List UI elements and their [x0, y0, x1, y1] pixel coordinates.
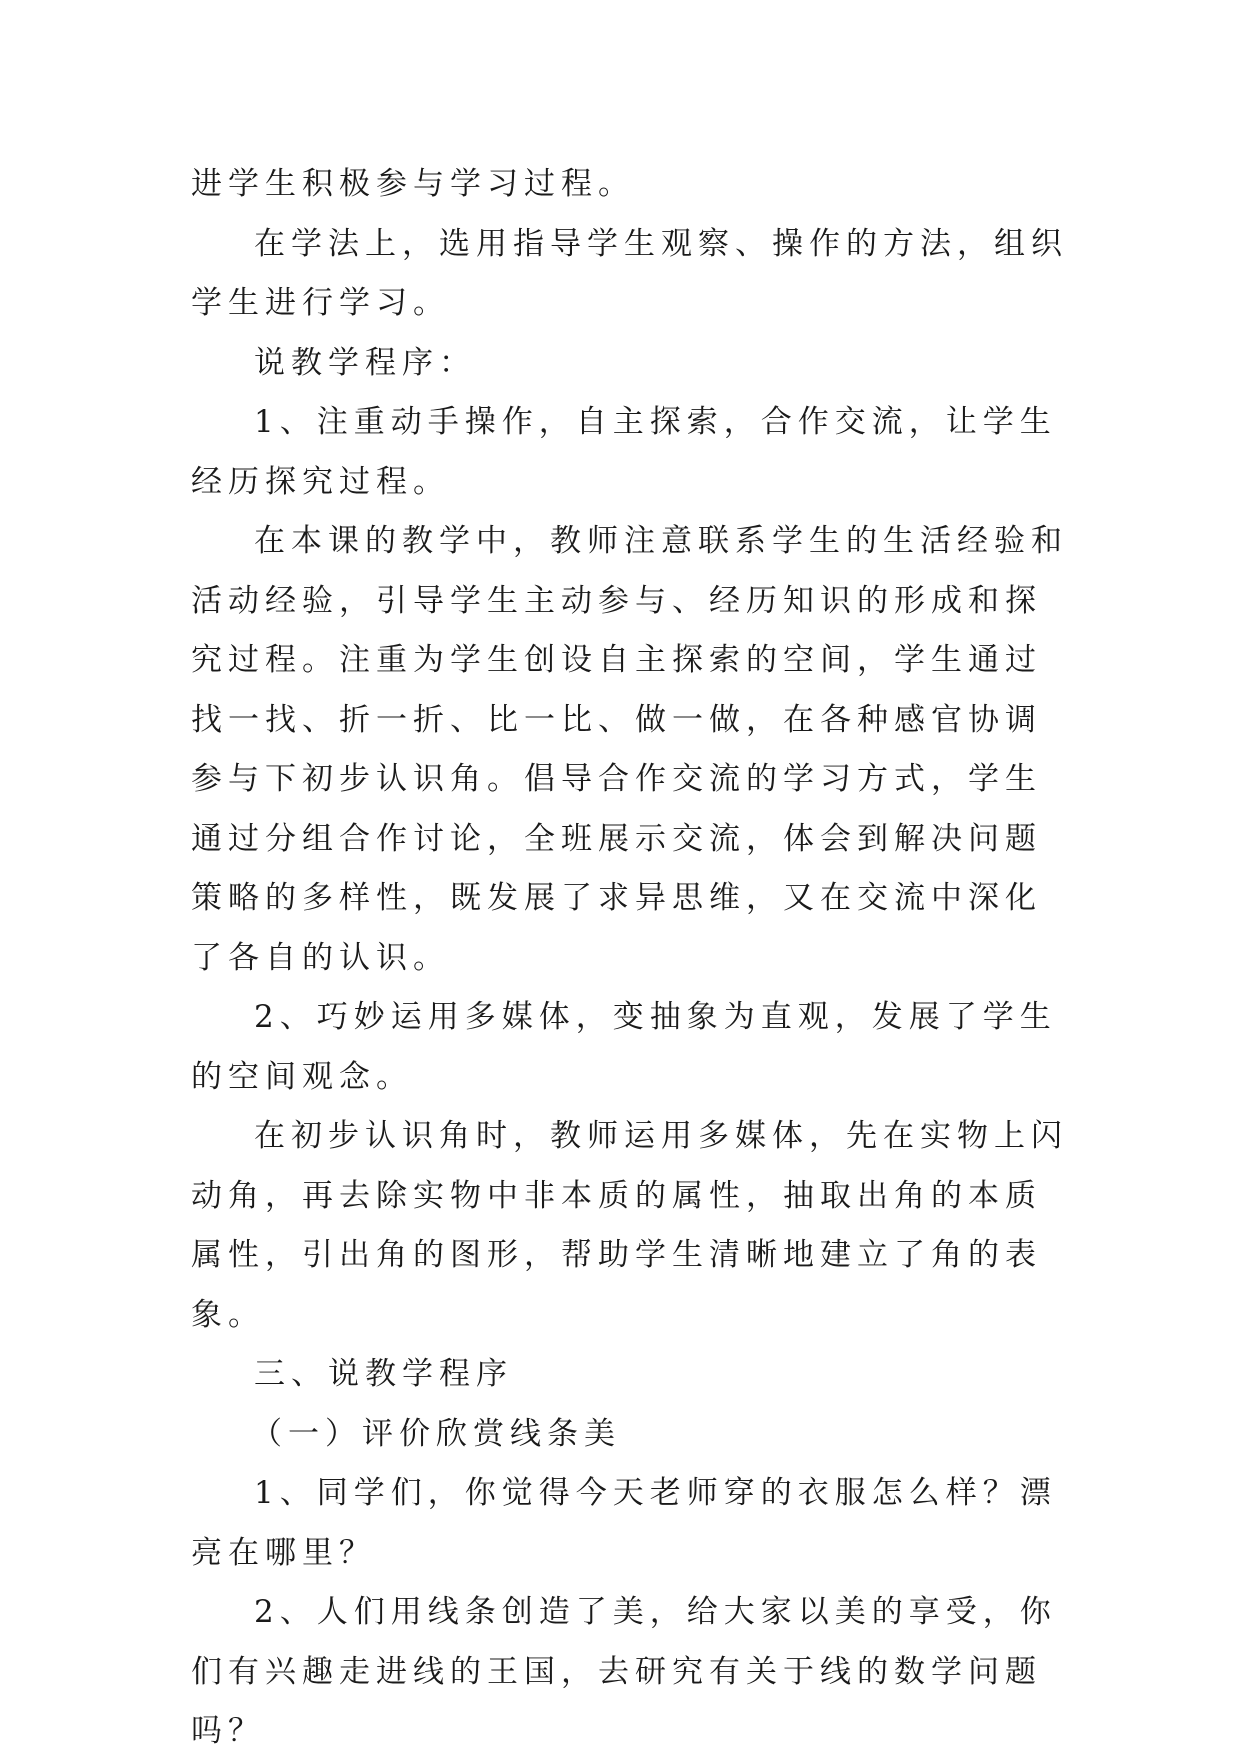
paragraph: 2、巧妙运用多媒体，变抽象为直观，发展了学生的空间观念。 [191, 999, 1057, 1095]
section-heading: 说教学程序： [254, 344, 476, 381]
paragraph: 在本课的教学中，教师注意联系学生的生活经验和活动经验，引导学生主动参与、经历知识的形成和探究过程。注重为学生创设自主探索的空间，学生通过找一找、折一折、比一比、做一做，在各种感官协调参与下初步认识角。倡导合作交流的学习方式，学生通过分组合作讨论，全班展示交流，体会到解决问题策略的多样性，既发展了求异思维，又在交流中深化了各自的认识。 [191, 523, 1068, 976]
section-heading: 三、说教学程序 [254, 1356, 513, 1392]
paragraph: 在初步认识角时，教师运用多媒体，先在实物上闪动角，再去除实物中非本质的属性，抽取出角的本质属性，引出角的图形，帮助学生清晰地建立了角的表象。 [191, 1118, 1068, 1333]
paragraph: 进学生积极参与学习过程。 [191, 166, 635, 202]
paragraph: 1、同学们，你觉得今天老师穿的衣服怎么样？漂亮在哪里？ [191, 1475, 1057, 1571]
paragraph: 在学法上，选用指导学生观察、操作的方法，组织学生进行学习。 [191, 225, 1068, 321]
paragraph: 1、注重动手操作，自主探索，合作交流，让学生经历探究过程。 [191, 404, 1057, 500]
document-body [191, 155, 1071, 1762]
paragraph: 2、人们用线条创造了美，给大家以美的享受，你们有兴趣走进线的王国，去研究有关于线的数学问题吗？ [191, 1594, 1057, 1749]
subsection-heading: （一）评价欣赏线条美 [251, 1415, 621, 1452]
